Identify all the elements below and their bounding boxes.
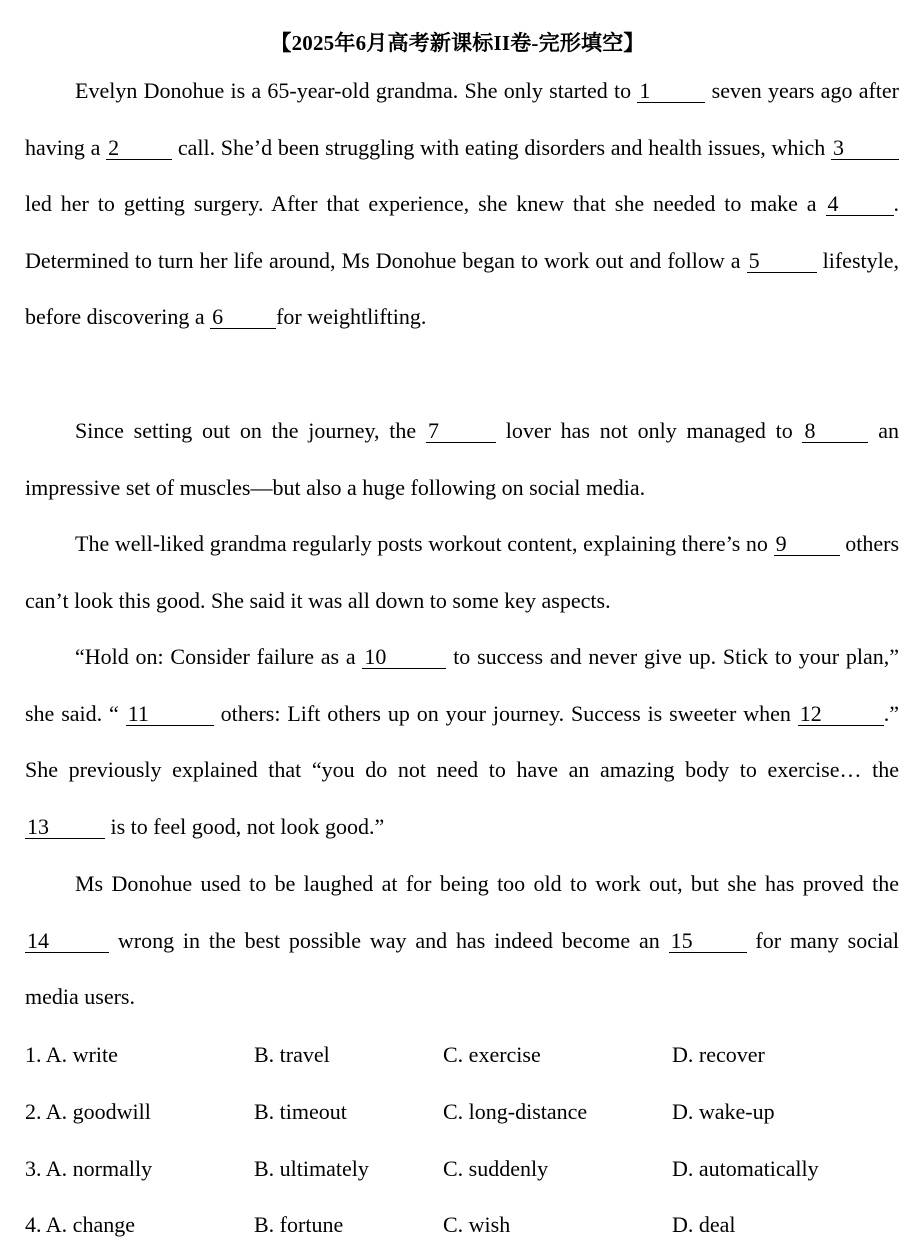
blank-15: 15: [669, 930, 747, 953]
paragraph-text: Ms Donohue used to be laughed at for being too old to work out, but she has proved the: [75, 871, 899, 896]
option-3-c: C. suddenly: [443, 1156, 549, 1181]
paragraph-5: [25, 856, 899, 1026]
paragraph-text: to success and never give up. Stick to your plan,” she said. “: [25, 644, 899, 726]
blank-5: 5: [747, 250, 817, 273]
paragraph-4: [25, 629, 899, 855]
paragraph-text: . Determined to turn her life around, Ms Donohue began to work out and follow a: [25, 191, 899, 273]
paragraph-text: wrong in the best possible way and has indeed become an: [109, 927, 669, 953]
blank-9: 9: [774, 533, 840, 556]
paragraph-text: seven years ago after having a: [25, 78, 899, 160]
paragraph-text: The well-liked grandma regularly posts workout content, explaining there’s no: [75, 531, 774, 556]
page-title: 【2025年6月高考新课标II卷-完形填空】: [270, 31, 645, 55]
option-3-d: D. automatically: [672, 1156, 819, 1181]
paragraph-text: others can’t look this good. She said it was all down to some key aspects.: [25, 531, 900, 613]
option-3-b: B. ultimately: [254, 1156, 369, 1181]
paragraph-text: Evelyn Donohue is a 65-year-old grandma. She only started to: [75, 78, 638, 103]
paragraph-text: call. She’d been struggling with eating disorders and health issues, which: [172, 134, 831, 160]
option-4-d: D. deal: [672, 1212, 736, 1237]
blank-7: 7: [426, 420, 496, 443]
paragraph-text: Since setting out on the journey, the: [75, 418, 426, 443]
blank-8: 8: [802, 420, 868, 443]
option-1-a: 1. A. write: [25, 1042, 118, 1067]
option-row-2: [25, 1097, 899, 1137]
paragraph-text: for weightlifting.: [276, 304, 427, 330]
blank-11: 11: [126, 703, 214, 726]
option-row-4: [25, 1210, 899, 1250]
blank-13: 13: [25, 816, 105, 839]
blank-14: 14: [25, 930, 109, 953]
paragraph-text: lifestyle, before discovering a: [25, 247, 899, 330]
option-row-1: [25, 1040, 899, 1080]
blank-4: 4: [826, 193, 894, 216]
option-1-c: C. exercise: [443, 1042, 541, 1067]
option-2-a: 2. A. goodwill: [25, 1099, 151, 1124]
paragraph-1: [25, 63, 899, 346]
paragraph-text: for many social media users.: [25, 927, 899, 1010]
option-2-b: B. timeout: [254, 1099, 347, 1124]
option-4-b: B. fortune: [254, 1212, 344, 1237]
option-row-3: [25, 1154, 899, 1194]
blank-3: 3: [831, 137, 899, 160]
paragraph-text: led her to getting surgery. After that experience, she knew that she needed to make a: [25, 191, 826, 217]
option-2-c: C. long-distance: [443, 1099, 588, 1124]
paragraph-text: is to feel good, not look good.”: [105, 813, 385, 839]
paragraph-2: [25, 403, 899, 516]
option-1-d: D. recover: [672, 1042, 765, 1067]
paragraph-text: an impressive set of muscles—but also a huge following on social media.: [25, 418, 900, 500]
blank-6: 6: [210, 306, 276, 329]
paragraph-text: others: Lift others up on your journey. Success is sweeter when: [213, 700, 798, 726]
paragraph-text: lover has not only managed to: [495, 418, 803, 443]
blank-10: 10: [362, 646, 446, 669]
blank-2: 2: [106, 137, 172, 160]
paragraph-text: .” She previously explained that “you do not need to have an amazing body to exercise… the: [25, 700, 899, 783]
option-4-c: C. wish: [443, 1212, 511, 1237]
option-4-a: 4. A. change: [25, 1212, 135, 1237]
option-1-b: B. travel: [254, 1042, 330, 1067]
paragraph-3: [25, 516, 899, 629]
option-3-a: 3. A. normally: [25, 1156, 153, 1181]
blank-12: 12: [798, 703, 884, 726]
paragraph-text: “Hold on: Consider failure as a: [75, 644, 363, 669]
option-2-d: D. wake-up: [672, 1099, 775, 1124]
blank-1: 1: [637, 80, 705, 103]
